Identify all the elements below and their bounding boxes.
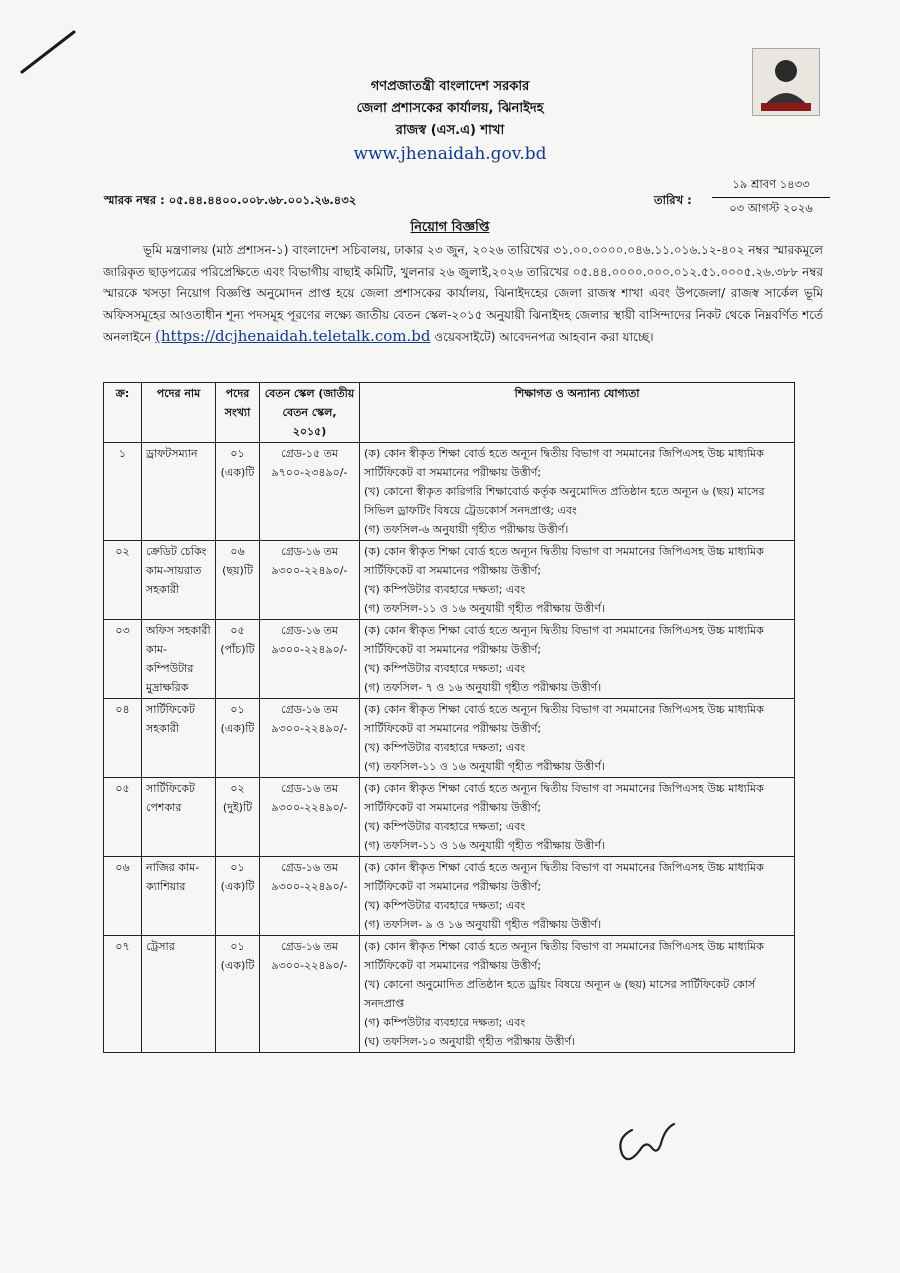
qualification-item: (ক) কোন স্বীকৃত শিক্ষা বোর্ড হতে অন্যূন দ্বিতীয় বিভাগ বা সমমানের জিপিএসহ উচ্চ মাধ্যমিক সার্টিফিকেট বা সমমানের পরীক্ষায় উত্তীর্ণ;	[364, 703, 764, 735]
cell-sl: ০৭	[104, 936, 142, 1053]
table-row	[104, 778, 795, 857]
cell-qualification	[360, 936, 795, 1053]
qualification-item: (ক) কোন স্বীকৃত শিক্ষা বোর্ড হতে অন্যূন দ্বিতীয় বিভাগ বা সমমানের জিপিএসহ উচ্চ মাধ্যমিক সার্টিফিকেট বা সমমানের পরীক্ষায় উত্তীর্ণ;	[364, 861, 764, 893]
cell-sl: ০৫	[104, 778, 142, 857]
office-title: জেলা প্রশাসকের কার্যালয়, ঝিনাইদহ	[356, 101, 544, 116]
header-post: পদের নাম	[142, 383, 216, 443]
header-count: পদের সংখ্যা	[216, 383, 260, 443]
date-english: ০৩ আগস্ট ২০২৬	[729, 201, 813, 215]
date-label: তারিখ :	[654, 193, 692, 207]
qualification-item: (ক) কোন স্বীকৃত শিক্ষা বোর্ড হতে অন্যূন দ্বিতীয় বিভাগ বা সমমানের জিপিএসহ উচ্চ মাধ্যমিক সার্টিফিকেট বা সমমানের পরীক্ষায় উত্তীর্ণ;	[364, 447, 764, 479]
table-body	[104, 443, 795, 1053]
vacancy-table	[103, 382, 795, 1053]
qualification-item: (খ) কোনো স্বীকৃত কারিগরি শিক্ষাবোর্ড কর্তৃক অনুমোদিত প্রতিষ্ঠান হতে অন্যূন ৬ (ছয়) মাসের সিভিল ড্রাফটিং বিষয়ে ট্রেডকোর্স সনদপ্রাপ্ত; এবং	[364, 485, 765, 517]
govt-title: গণপ্রজাতন্ত্রী বাংলাদেশ সরকার	[370, 79, 530, 94]
qualification-item: (গ) তফসিল-৬ অনুযায়ী গৃহীত পরীক্ষায় উত্তীর্ণ।	[364, 523, 569, 536]
cell-sl: ১	[104, 443, 142, 541]
date-bangla: ১৯ শ্রাবণ ১৪৩৩	[712, 176, 830, 198]
notice-body	[103, 240, 823, 349]
handwritten-initial-icon	[610, 1110, 680, 1170]
table-row	[104, 620, 795, 699]
memo-number: স্মারক নম্বর : ০৫.৪৪.৪৪০০.০০৮.৬৮.০০১.২৬.৪৩২	[104, 193, 357, 207]
qualification-item: (খ) কম্পিউটার ব্যবহারে দক্ষতা; এবং	[364, 820, 526, 833]
cell-scale: গ্রেড-১৫ তম ৯৭০০-২৩৪৯০/-	[260, 443, 360, 541]
qualification-item: (ক) কোন স্বীকৃত শিক্ষা বোর্ড হতে অন্যূন দ্বিতীয় বিভাগ বা সমমানের জিপিএসহ উচ্চ মাধ্যমিক সার্টিফিকেট বা সমমানের পরীক্ষায় উত্তীর্ণ;	[364, 624, 764, 656]
cell-scale: গ্রেড-১৬ তম ৯৩০০-২২৪৯০/-	[260, 936, 360, 1053]
cell-qualification	[360, 541, 795, 620]
header-qualification: শিক্ষাগত ও অন্যান্য যোগ্যতা	[360, 383, 795, 443]
cell-scale: গ্রেড-১৬ তম ৯৩০০-২২৪৯০/-	[260, 699, 360, 778]
qualification-item: (ক) কোন স্বীকৃত শিক্ষা বোর্ড হতে অন্যূন দ্বিতীয় বিভাগ বা সমমানের জিপিএসহ উচ্চ মাধ্যমিক সার্টিফিকেট বা সমমানের পরীক্ষায় উত্তীর্ণ;	[364, 545, 764, 577]
qualification-item: (খ) কোনো অনুমোদিত প্রতিষ্ঠান হতে ড্রয়িং বিষয়ে অন্যূন ৬ (ছয়) মাসের সার্টিফিকেট কোর্স সনদপ্রাপ্ত	[364, 978, 756, 1010]
cell-scale: গ্রেড-১৬ তম ৯৩০০-২২৪৯০/-	[260, 541, 360, 620]
table-row	[104, 936, 795, 1053]
application-url-link[interactable]: (https://dcjhenaidah.teletalk.com.bd	[155, 327, 431, 345]
qualification-item: (ক) কোন স্বীকৃত শিক্ষা বোর্ড হতে অন্যূন দ্বিতীয় বিভাগ বা সমমানের জিপিএসহ উচ্চ মাধ্যমিক সার্টিফিকেট বা সমমানের পরীক্ষায় উত্তীর্ণ;	[364, 782, 764, 814]
cell-scale: গ্রেড-১৬ তম ৯৩০০-২২৪৯০/-	[260, 620, 360, 699]
qualification-item: (ক) কোন স্বীকৃত শিক্ষা বোর্ড হতে অন্যূন দ্বিতীয় বিভাগ বা সমমানের জিপিএসহ উচ্চ মাধ্যমিক সার্টিফিকেট বা সমমানের পরীক্ষায় উত্তীর্ণ;	[364, 940, 764, 972]
cell-sl: ০৪	[104, 699, 142, 778]
branch-title: রাজস্ব (এস.এ) শাখা	[395, 123, 505, 138]
cell-scale: গ্রেড-১৬ তম ৯৩০০-২২৪৯০/-	[260, 778, 360, 857]
qualification-item: (খ) কম্পিউটার ব্যবহারে দক্ষতা; এবং	[364, 899, 526, 912]
table-row	[104, 541, 795, 620]
cell-qualification	[360, 620, 795, 699]
table-row	[104, 443, 795, 541]
cell-sl: ০৬	[104, 857, 142, 936]
qualification-item: (খ) কম্পিউটার ব্যবহারে দক্ষতা; এবং	[364, 662, 526, 675]
header-sl: ক্র:	[104, 383, 142, 443]
cell-qualification	[360, 857, 795, 936]
qualification-item: (গ) কম্পিউটার ব্যবহারে দক্ষতা; এবং	[364, 1016, 526, 1029]
cell-post: সার্টিফিকেট পেশকার	[142, 778, 216, 857]
cell-count: ০১ (এক)টি	[216, 857, 260, 936]
cell-sl: ০২	[104, 541, 142, 620]
notice-title: নিয়োগ বিজ্ঞপ্তি	[410, 220, 490, 235]
qualification-item: (গ) তফসিল- ৭ ও ১৬ অনুযায়ী গৃহীত পরীক্ষায় উত্তীর্ণ।	[364, 681, 602, 694]
pen-stroke-icon	[18, 28, 78, 78]
cell-count: ০২ (দুই)টি	[216, 778, 260, 857]
cell-sl: ০৩	[104, 620, 142, 699]
table-header-row	[104, 383, 795, 443]
cell-qualification	[360, 699, 795, 778]
cell-count: ০১ (এক)টি	[216, 936, 260, 1053]
website-link[interactable]: www.jhenaidah.gov.bd	[353, 144, 547, 164]
notice-body-text: ভূমি মন্ত্রণালয় (মাঠ প্রশাসন-১) বাংলাদেশ সচিবালয়, ঢাকার ২৩ জুন, ২০২৬ তারিখের ৩১.০০.০০০০.০৪৬.১১.০১৬.১২-৪০২ নম্বর স্মারকমূলে জারিকৃত ছাড়পত্রের পরিপ্রেক্ষিতে এবং বিভাগীয় বাছাই কমিটি, খুলনার ২৬ জুলাই,২০২৬ তারিখের ০৫.৪৪.০০০০.০০০.০১২.৫১.০০০৫.২৬.৩৮৮ নম্বর স্মারকে খসড়া নিয়োগ বিজ্ঞপ্তি অনুমোদন প্রাপ্ত হয়ে জেলা প্রশাসকের কার্যালয়, ঝিনাইদহের জেলা রাজস্ব শাখা এবং উপজেলা/ রাজস্ব সার্কেল ভূমি অফিসসমূহের আওতাধীন শূন্য পদসমূহ পূরণের লক্ষ্যে জাতীয় বেতন স্কেল-২০১৫ অনুযায়ী ঝিনাইদহ জেলার স্থায়ী বাসিন্দাদের নিকট থেকে নিম্নবর্ণিত শর্তে অনলাইনে	[103, 243, 823, 344]
qualification-item: (খ) কম্পিউটার ব্যবহারে দক্ষতা; এবং	[364, 741, 526, 754]
qualification-item: (গ) তফসিল-১১ ও ১৬ অনুযায়ী গৃহীত পরীক্ষায় উত্তীর্ণ।	[364, 839, 605, 852]
qualification-item: (গ) তফসিল-১১ ও ১৬ অনুযায়ী গৃহীত পরীক্ষায় উত্তীর্ণ।	[364, 760, 605, 773]
cell-scale: গ্রেড-১৬ তম ৯৩০০-২২৪৯০/-	[260, 857, 360, 936]
qualification-item: (গ) তফসিল- ৯ ও ১৬ অনুযায়ী গৃহীত পরীক্ষায় উত্তীর্ণ।	[364, 918, 602, 931]
qualification-item: (ঘ) তফসিল-১০ অনুযায়ী গৃহীত পরীক্ষায় উত্তীর্ণ।	[364, 1035, 576, 1048]
cell-count: ০১ (এক)টি	[216, 699, 260, 778]
notice-body-tail: ওয়েবসাইটে) আবেদনপত্র আহবান করা যাচ্ছে।	[430, 330, 654, 344]
qualification-item: (গ) তফসিল-১১ ও ১৬ অনুযায়ী গৃহীত পরীক্ষায় উত্তীর্ণ।	[364, 602, 605, 615]
qualification-item: (খ) কম্পিউটার ব্যবহারে দক্ষতা; এবং	[364, 583, 526, 596]
cell-post: নাজির কাম-ক্যাশিয়ার	[142, 857, 216, 936]
cell-qualification	[360, 778, 795, 857]
cell-count: ০৫ (পাঁচ)টি	[216, 620, 260, 699]
cell-post: সার্টিফিকেট সহকারী	[142, 699, 216, 778]
cell-count: ০১ (এক)টি	[216, 443, 260, 541]
cell-post: ক্রেডিট চেকিং কাম-সায়রাত সহকারী	[142, 541, 216, 620]
cell-post: ট্রেসার	[142, 936, 216, 1053]
cell-qualification	[360, 443, 795, 541]
table-row	[104, 699, 795, 778]
portrait-seal-icon	[752, 48, 820, 116]
cell-count: ০৬ (ছয়)টি	[216, 541, 260, 620]
header-scale: বেতন স্কেল (জাতীয় বেতন স্কেল, ২০১৫)	[260, 383, 360, 443]
cell-post: অফিস সহকারী কাম-কম্পিউটার মুদ্রাক্ষরিক	[142, 620, 216, 699]
table-row	[104, 857, 795, 936]
cell-post: ড্রাফটসম্যান	[142, 443, 216, 541]
